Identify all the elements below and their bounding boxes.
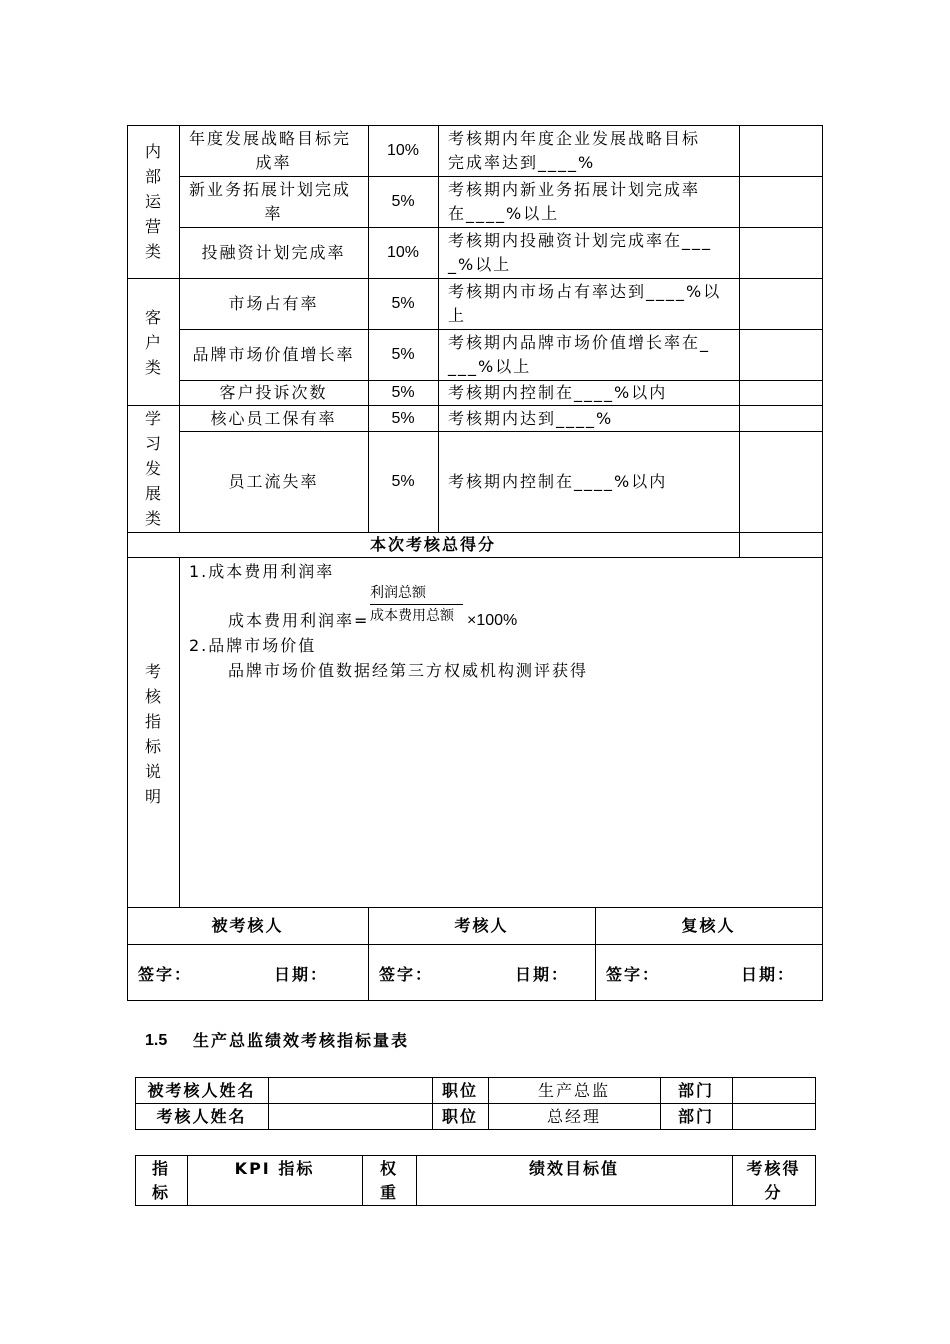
position-label: 职位 [441,1107,478,1126]
kpi-target: 考核期内控制在____%以内 [448,383,668,402]
assessor-name-label: 考核人姓名 [156,1107,247,1126]
dept-label: 部门 [677,1081,714,1100]
kpi-name: 客户投诉次数 [219,383,328,402]
kpi-name-cont: 成率 [255,153,292,172]
kpi-target-cont: 完成率达到____% [448,153,596,172]
section-title: 生产总监绩效考核指标量表 [193,1031,410,1050]
formula-numerator: 利润总额 [370,585,426,601]
kpi-weight: 10% [386,244,420,261]
kpi-weight: 5% [391,473,415,490]
header-weight-cont: 重 [379,1183,398,1202]
date-label: 日期： [274,965,329,984]
kpi-name: 员工流失率 [228,472,319,491]
kpi-target: 考核期内新业务拓展计划完成率 [448,180,701,199]
kpi-target-cont: 上 [448,306,467,325]
header-target: 绩效目标值 [528,1159,619,1178]
kpi-name: 年度发展战略目标完 [189,129,352,148]
section-number: 1.5 [145,1032,168,1049]
header-score-cont: 分 [764,1183,783,1202]
kpi-weight: 5% [391,346,415,363]
kpi-name: 投融资计划完成率 [201,243,346,262]
signoff-assessor: 考核人 [454,916,509,935]
kpi-target-cont: 在____%以上 [448,204,560,223]
kpi-target-cont: _%以上 [448,255,512,274]
date-label: 日期： [515,965,570,984]
kpi-target: 考核期内达到____% [448,409,614,428]
note-item-1: 1.成本费用利润率 [189,562,335,581]
kpi-target: 考核期内投融资计划完成率在___ [448,231,713,250]
assessee-position: 生产总监 [537,1081,610,1100]
sign-label: 签字： [379,965,434,984]
kpi-target-cont: ___%以上 [448,357,532,376]
group-learning: 学 习 发 展 类 [144,409,161,528]
kpi-weight: 5% [391,295,415,312]
formula-multiplier: ×100% [467,612,518,629]
kpi-target: 考核期内年度企业发展战略目标 [448,129,701,148]
header-kpi: KPI 指标 [234,1159,315,1178]
dept-label: 部门 [677,1107,714,1126]
kpi-name: 新业务拓展计划完成 [189,180,352,199]
group-internal-ops: 内 部 运 营 类 [144,142,161,261]
formula-lhs: 成本费用利润率= [228,611,370,630]
kpi-weight: 10% [386,142,420,159]
kpi-name: 核心员工保有率 [210,409,337,428]
signoff-reviewer: 复核人 [681,916,736,935]
kpi-target: 考核期内控制在____%以内 [448,472,668,491]
header-weight: 权 [379,1159,398,1178]
group-customer: 客 户 类 [144,308,161,377]
note-item-2: 2.品牌市场价值 [189,636,317,655]
kpi-weight: 5% [391,193,415,210]
group-notes: 考 核 指 标 说 明 [144,662,161,806]
sign-label: 签字： [606,965,661,984]
sign-label: 签字： [138,965,193,984]
header-score: 考核得 [746,1159,801,1178]
kpi-name-cont: 率 [264,204,283,223]
formula-denominator: 成本费用总额 [370,608,454,624]
assessee-name-label: 被考核人姓名 [147,1081,256,1100]
position-label: 职位 [441,1081,478,1100]
kpi-target: 考核期内市场占有率达到____%以 [448,282,722,301]
signoff-assessee: 被考核人 [211,916,284,935]
total-score-label: 本次考核总得分 [369,535,496,554]
kpi-weight: 5% [391,384,415,401]
assessor-position: 总经理 [546,1107,601,1126]
header-indicator-cont: 标 [151,1183,170,1202]
kpi-name: 市场占有率 [228,294,319,313]
header-indicator: 指 [151,1159,170,1178]
kpi-target: 考核期内品牌市场价值增长率在_ [448,333,711,352]
kpi-name: 品牌市场价值增长率 [192,345,355,364]
date-label: 日期： [741,965,796,984]
fraction-bar [370,604,463,605]
note-item-2-desc: 品牌市场价值数据经第三方权威机构测评获得 [228,661,589,680]
kpi-weight: 5% [391,410,415,427]
